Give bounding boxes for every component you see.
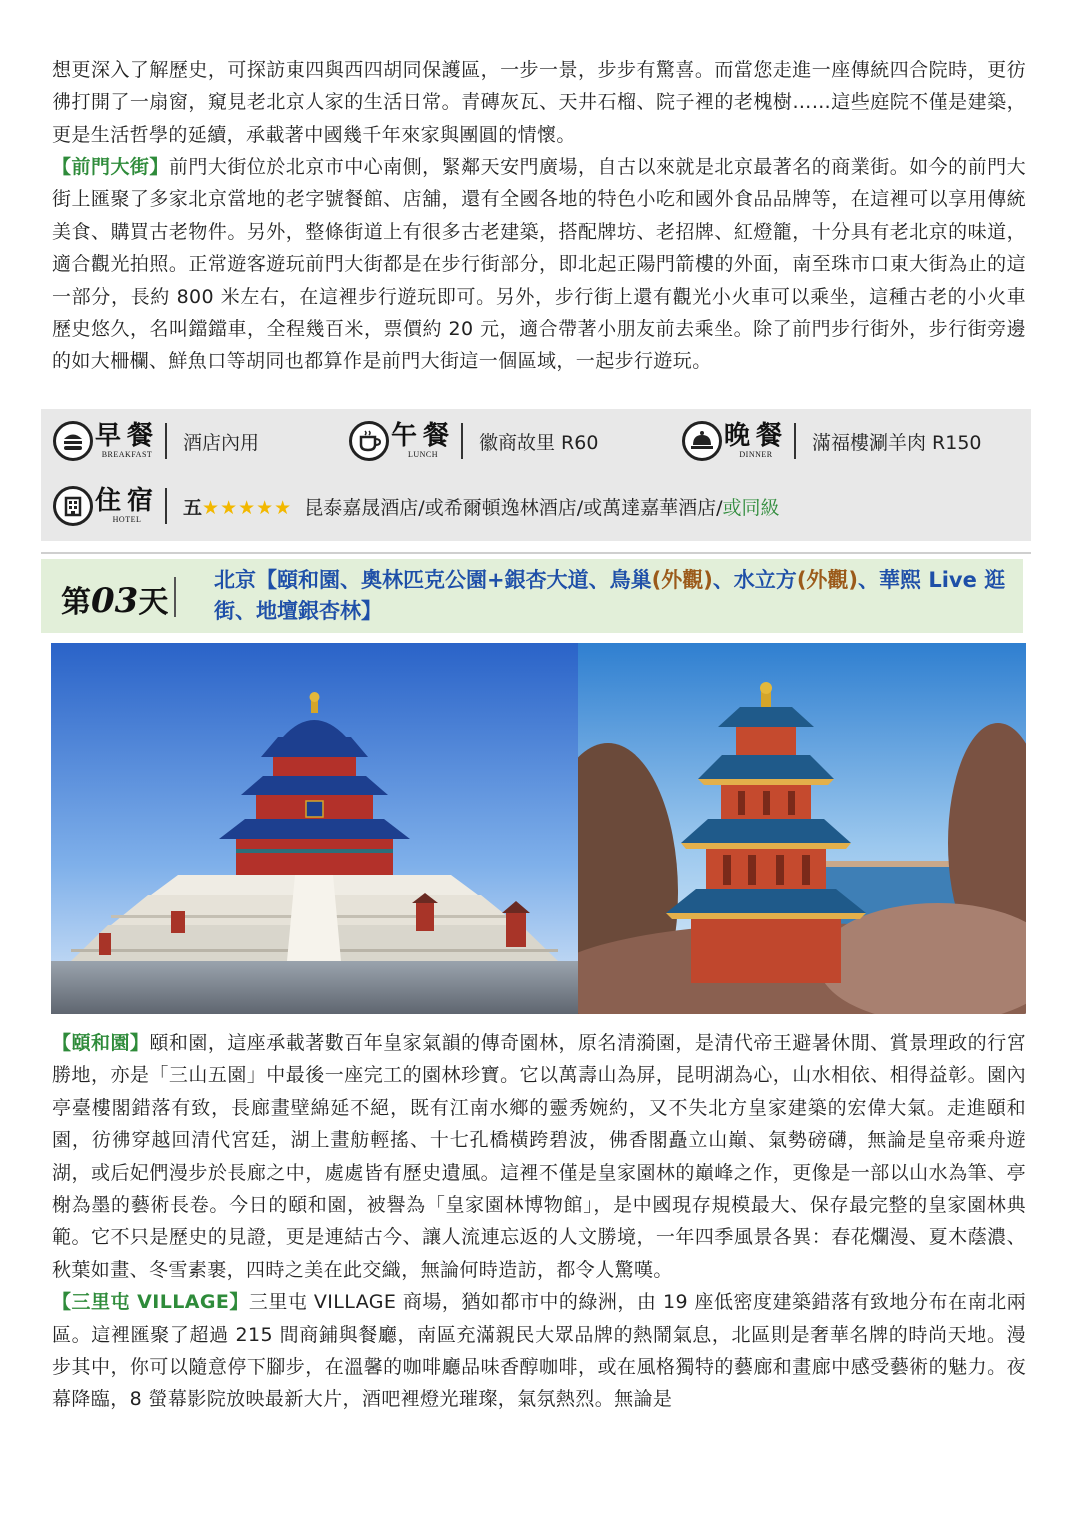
meal-divider: [461, 423, 463, 459]
day-title: [214, 565, 1014, 627]
day-divider: [174, 577, 176, 617]
hotel-value: 昆泰嘉晟酒店/或希爾頓逸林酒店/或萬達嘉華酒店/: [304, 496, 723, 519]
intro-text: 想更深入了解歷史，可探訪東四與西四胡同保護區，一步一景，步步有驚喜。而當您走進一座傳統四合院時，更彷彿打開了一扇窗，窺見老北京人家的生活日常。青磚灰瓦、天井石榴、院子裡的老槐樹……這些庭院不僅是建築，更是生活哲學的延續，承載著中國幾千年來家與團圓的情懷。: [52, 59, 1026, 146]
sanlitun-text: 三里屯 VILLAGE 商場，猶如都市中的綠洲，由 19 座低密度建築錯落有致地分布在南北兩區。這裡匯聚了超過 215 間商鋪與餐廳，南區充滿親民大眾品牌的熱鬧氣息，北區則是奢華名牌的時尚天地。漫步其中，你可以隨意停下腳步，在溫馨的咖啡廳品味香醇咖啡，或在風格獨特的藝廊和畫廊中感受藝術的魅力。夜幕降臨，8 螢幕影院放映最新大片，酒吧裡燈光璀璨，氣氛熱烈。無論是: [52, 1291, 1026, 1411]
hotel-value-line: [183, 493, 780, 520]
hotel-grade: 五: [183, 496, 203, 519]
meal-hotel: [53, 481, 780, 531]
meal-breakfast: [53, 416, 259, 466]
day-title-part: 、華熙 Live 逛街、地壇銀杏林】: [214, 568, 1006, 623]
qianmen-text: 前門大街位於北京市中心南側，緊鄰天安門廣場，自古以來就是北京最著名的商業街。如今的前門大街上匯聚了多家北京當地的老字號餐館、店舖，還有全國各地的特色小吃和國外食品品牌等，在這裡可以享用傳統美食、購買古老物件。另外，整條街道上有很多古老建築，搭配牌坊、老招牌、紅燈籠，十分具有老北京的味道，適合觀光拍照。正常遊客遊玩前門大街都是在步行街部分，即北起正陽門箭樓的外面，南至珠市口東大街為止的這一部分，長約 800 米左右，在這裡步行遊玩即可。另外，步行街上還有觀光小火車可以乘坐，這種古老的小火車歷史悠久，名叫鐺鐺車，全程幾百米，票價約 20 元，適合帶著小朋友前去乘坐。除了前門步行街外，步行街旁邊的如大柵欄、鮮魚口等胡同也都算作是前門大街這一個區域，一起步行遊玩。: [52, 156, 1026, 373]
day-title-exterior: (外觀): [796, 568, 859, 592]
hotel-building-icon: [53, 486, 93, 526]
day-label: [61, 577, 168, 621]
day-header: [41, 559, 1023, 633]
lunch-label: 午餐: [391, 421, 456, 451]
cloche-icon: [682, 421, 722, 461]
day-title-part: 北京【頤和園、奧林匹克公園+銀杏大道、鳥巢: [214, 568, 652, 592]
lunch-label-en: LUNCH: [407, 450, 439, 459]
summer-palace-tower-photo: [578, 643, 1026, 1014]
breakfast-value: 酒店內用: [183, 431, 260, 454]
meal-divider: [165, 488, 167, 524]
intro-paragraph: [52, 54, 1026, 151]
star-rating-icon: ★★★★★: [202, 496, 293, 519]
section-divider: [41, 552, 1031, 554]
meal-dinner: [682, 416, 982, 466]
attractions-paragraph: [52, 1027, 1026, 1416]
hotel-or-same: 或同級: [722, 496, 780, 519]
meal-divider: [165, 423, 167, 459]
day-title-part: 、水立方: [712, 568, 797, 592]
day-suffix: 天: [138, 585, 169, 620]
burger-icon: [53, 421, 93, 461]
day-prefix: 第: [61, 585, 91, 620]
hotel-label-en: HOTEL: [112, 515, 142, 524]
meals-box: [41, 409, 1031, 541]
summer-palace-text: 頤和園，這座承載著數百年皇家氣韻的傳奇園林，原名清漪園，是清代帝王避暑休閒、賞景理政的行宮勝地，亦是「三山五園」中最後一座完工的園林珍寶。它以萬壽山為屏，昆明湖為心，山水相依、相得益彰。園內亭臺樓閣錯落有致，長廊畫壁綿延不絕，既有江南水鄉的靈秀婉約，又不失北方皇家建築的宏偉大氣。走進頤和園，彷彿穿越回清代宮廷，湖上畫舫輕搖、十七孔橋橫跨碧波，佛香閣矗立山巔、氣勢磅礴，無論是皇帝乘舟遊湖，或后妃們漫步於長廊之中，處處皆有歷史遺風。這裡不僅是皇家園林的巔峰之作，更像是一部以山水為筆、亭榭為墨的藝術長卷。今日的頤和園，被譽為「皇家園林博物館」，是中國現存規模最大、保存最完整的皇家園林典範。它不只是歷史的見證，更是連結古今、讓人流連忘返的人文勝境，一年四季風景各異：春花爛漫、夏木蔭濃、秋葉如畫、冬雪素裹，四時之美在此交織，無論何時造訪，都令人驚嘆。: [52, 1032, 1026, 1281]
meal-lunch: [349, 416, 598, 466]
qianmen-paragraph: [52, 151, 1026, 378]
dinner-value: 滿福樓涮羊肉 R150: [812, 431, 982, 454]
temple-of-heaven-photo: [51, 643, 578, 1014]
dinner-label: 晚餐: [724, 421, 789, 451]
dinner-label-en: DINNER: [739, 450, 773, 459]
hotel-label: 住宿: [95, 486, 160, 516]
day-number: 03: [91, 581, 139, 621]
day-title-exterior: (外觀): [651, 568, 713, 592]
qianmen-heading: 【前門大街】: [52, 156, 169, 178]
sanlitun-heading: 【三里屯 VILLAGE】: [52, 1291, 249, 1314]
breakfast-label: 早餐: [95, 421, 160, 451]
summer-palace-heading: 【頤和園】: [52, 1032, 150, 1054]
meal-divider: [794, 423, 796, 459]
lunch-value: 徽商故里 R60: [479, 431, 599, 454]
coffee-cup-icon: [349, 421, 389, 461]
breakfast-label-en: BREAKFAST: [101, 450, 153, 459]
